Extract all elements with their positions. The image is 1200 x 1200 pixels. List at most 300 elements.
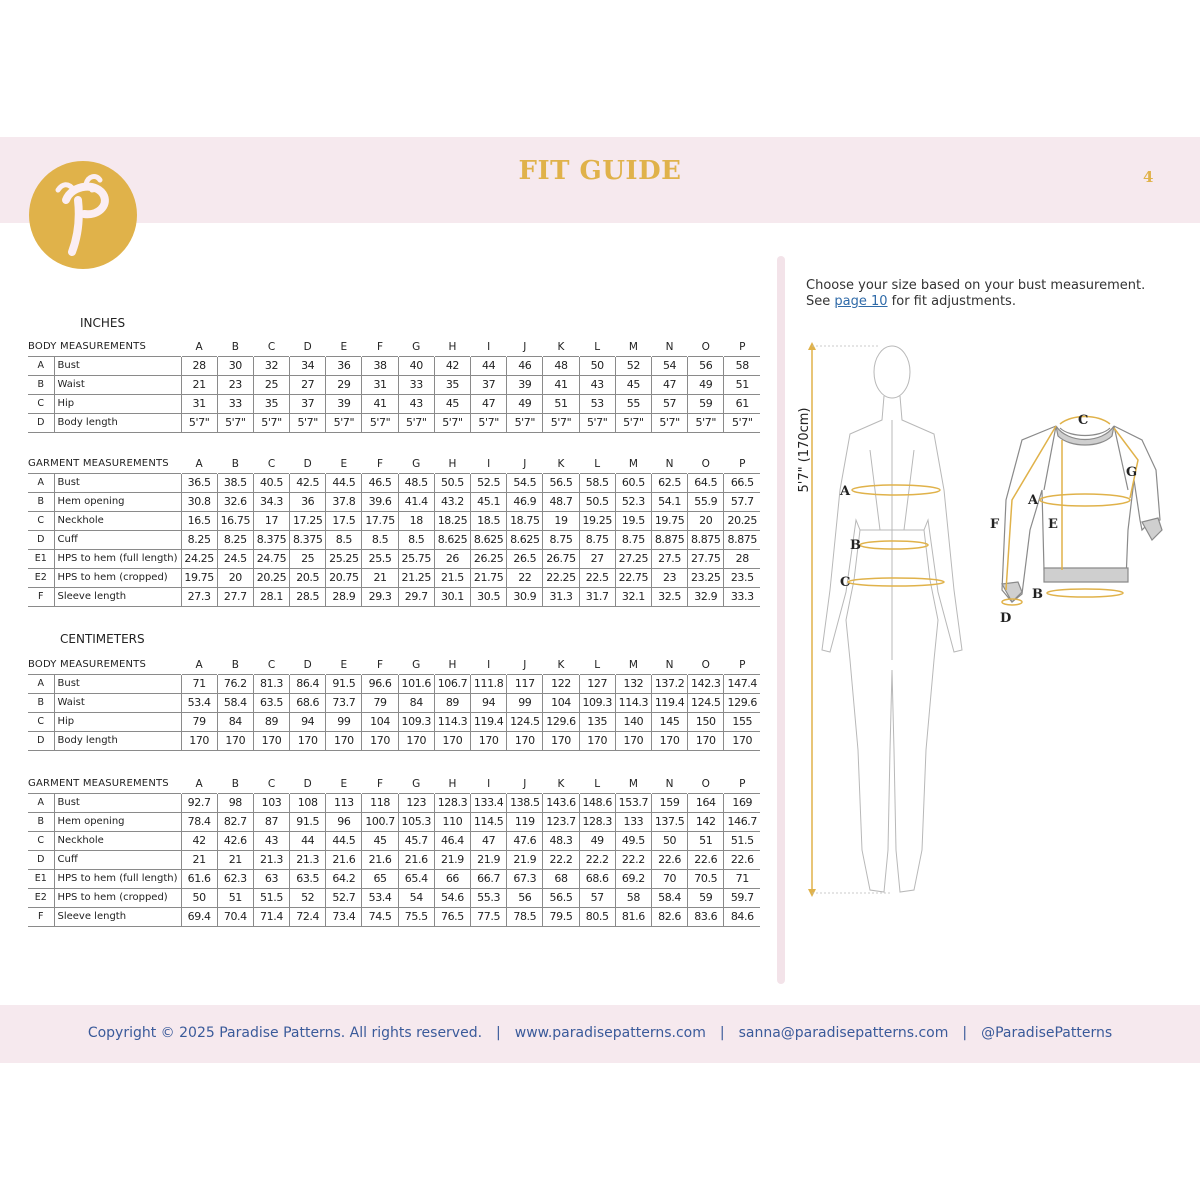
- measure-value: 40.5: [253, 474, 289, 493]
- measure-value: 29.3: [362, 588, 398, 607]
- measure-code: B: [28, 493, 54, 512]
- measure-value: 27: [579, 550, 615, 569]
- measure-code: B: [28, 376, 54, 395]
- measure-value: 47.6: [507, 832, 543, 851]
- measure-value: 127: [579, 675, 615, 694]
- size-header: I: [487, 341, 491, 353]
- measure-value: 5'7": [615, 414, 651, 433]
- measure-value: 42: [434, 357, 470, 376]
- measure-value: 28.9: [326, 588, 362, 607]
- measure-value: 18.5: [471, 512, 507, 531]
- table-title: BODY MEASUREMENTS: [28, 659, 146, 670]
- measure-value: 20: [688, 512, 724, 531]
- measure-value: 51: [217, 889, 253, 908]
- measure-value: 22.6: [651, 851, 687, 870]
- measure-value: 36.5: [181, 474, 217, 493]
- measure-value: 48.5: [398, 474, 434, 493]
- measure-value: 51: [543, 395, 579, 414]
- measure-value: 53.4: [181, 694, 217, 713]
- measure-value: 138.5: [507, 794, 543, 813]
- size-header: J: [523, 659, 527, 671]
- measure-value: 81.3: [253, 675, 289, 694]
- size-header: N: [665, 458, 674, 470]
- measure-value: 170: [471, 732, 507, 751]
- measure-value: 22.2: [579, 851, 615, 870]
- measure-value: 170: [724, 732, 760, 751]
- measure-value: 81.6: [615, 908, 651, 927]
- size-header: M: [628, 659, 638, 671]
- size-header: B: [231, 659, 239, 671]
- footer-separator: |: [719, 1025, 725, 1041]
- measure-value: 70: [651, 870, 687, 889]
- measure-value: 94: [290, 713, 326, 732]
- table-header-row: [28, 455, 760, 474]
- measure-value: 32.5: [651, 588, 687, 607]
- measure-value: 18: [398, 512, 434, 531]
- measure-value: 119.4: [651, 694, 687, 713]
- measure-value: 31: [362, 376, 398, 395]
- measure-value: 128.3: [579, 813, 615, 832]
- measure-value: 63.5: [290, 870, 326, 889]
- measure-code: A: [28, 794, 54, 813]
- section-label-centimeters: CENTIMETERS: [60, 632, 145, 646]
- measure-value: 133: [615, 813, 651, 832]
- measure-value: 54: [651, 357, 687, 376]
- measure-value: 101.6: [398, 675, 434, 694]
- measure-label: Body length: [57, 735, 118, 746]
- measure-value: 57: [579, 889, 615, 908]
- measure-value: 61.6: [181, 870, 217, 889]
- table-row: [28, 675, 760, 694]
- measure-value: 37.8: [326, 493, 362, 512]
- measure-value: 38: [362, 357, 398, 376]
- measure-value: 124.5: [688, 694, 724, 713]
- measure-value: 25.5: [362, 550, 398, 569]
- size-header: B: [231, 458, 239, 470]
- measure-value: 5'7": [688, 414, 724, 433]
- measure-value: 28: [181, 357, 217, 376]
- measure-value: 45: [434, 395, 470, 414]
- measure-value: 105.3: [398, 813, 434, 832]
- garment-label-e: E: [1048, 517, 1058, 532]
- size-header: B: [231, 341, 239, 353]
- measure-value: 43: [579, 376, 615, 395]
- measure-value: 169: [724, 794, 760, 813]
- measure-value: 142.3: [688, 675, 724, 694]
- measure-value: 30.5: [471, 588, 507, 607]
- measure-value: 26: [434, 550, 470, 569]
- footer-email-link[interactable]: sanna@paradisepatterns.com: [738, 1025, 949, 1041]
- measure-value: 44.5: [326, 832, 362, 851]
- measure-value: 60.5: [615, 474, 651, 493]
- measure-value: 63: [253, 870, 289, 889]
- table-row: [28, 851, 760, 870]
- measure-value: 68: [543, 870, 579, 889]
- measure-value: 19.25: [579, 512, 615, 531]
- measure-value: 164: [688, 794, 724, 813]
- measure-value: 79: [362, 694, 398, 713]
- measure-code: A: [28, 357, 54, 376]
- measure-value: 135: [579, 713, 615, 732]
- measure-value: 78.5: [507, 908, 543, 927]
- measure-value: 21.3: [253, 851, 289, 870]
- size-header: C: [267, 458, 276, 470]
- measure-code: C: [28, 713, 54, 732]
- measure-value: 58.5: [579, 474, 615, 493]
- measure-value: 46: [507, 357, 543, 376]
- measure-value: 170: [579, 732, 615, 751]
- measure-value: 52: [290, 889, 326, 908]
- measure-value: 27.7: [217, 588, 253, 607]
- measure-value: 59.7: [724, 889, 760, 908]
- measure-value: 25.75: [398, 550, 434, 569]
- measure-value: 24.25: [181, 550, 217, 569]
- measure-value: 78.4: [181, 813, 217, 832]
- measure-value: 91.5: [326, 675, 362, 694]
- measure-value: 5'7": [217, 414, 253, 433]
- measure-value: 50.5: [579, 493, 615, 512]
- measure-value: 43: [398, 395, 434, 414]
- measure-value: 24.5: [217, 550, 253, 569]
- size-header: I: [487, 659, 491, 671]
- size-header: G: [412, 458, 421, 470]
- measure-code: D: [28, 531, 54, 550]
- measure-value: 26.75: [543, 550, 579, 569]
- measure-value: 37: [290, 395, 326, 414]
- measure-value: 124.5: [507, 713, 543, 732]
- garment-label-f: F: [990, 517, 1000, 532]
- measure-value: 47: [471, 395, 507, 414]
- measure-value: 132: [615, 675, 651, 694]
- measure-value: 109.3: [579, 694, 615, 713]
- footer: [0, 1025, 1200, 1041]
- table-row: [28, 395, 760, 414]
- measure-value: 5'7": [471, 414, 507, 433]
- page-10-link[interactable]: page 10: [834, 294, 888, 309]
- section-label-inches: INCHES: [80, 316, 126, 330]
- measure-value: 35: [253, 395, 289, 414]
- measure-value: 30.9: [507, 588, 543, 607]
- sweater-drawing: [1002, 426, 1162, 602]
- garment-measurements-cm-table: [28, 775, 760, 927]
- measure-value: 170: [688, 732, 724, 751]
- measure-value: 77.5: [471, 908, 507, 927]
- size-header: K: [557, 778, 565, 790]
- measure-value: 50.5: [434, 474, 470, 493]
- table-row: [28, 889, 760, 908]
- measure-value: 21.6: [326, 851, 362, 870]
- measure-value: 17.75: [362, 512, 398, 531]
- measure-value: 29: [326, 376, 362, 395]
- size-header: O: [701, 341, 710, 353]
- garment-label-c: C: [1078, 413, 1089, 428]
- measure-value: 148.6: [579, 794, 615, 813]
- table-row: [28, 376, 760, 395]
- measure-value: 21.9: [471, 851, 507, 870]
- measure-value: 34.3: [253, 493, 289, 512]
- measure-value: 5'7": [253, 414, 289, 433]
- measure-value: 110: [434, 813, 470, 832]
- body-measurements-inches-table: [28, 338, 760, 433]
- measure-label: Hip: [57, 716, 75, 727]
- measure-label: Bust: [57, 360, 80, 371]
- size-header: H: [448, 458, 457, 470]
- measure-value: 147.4: [724, 675, 760, 694]
- measure-value: 5'7": [507, 414, 543, 433]
- measure-value: 65: [362, 870, 398, 889]
- measure-value: 30.8: [181, 493, 217, 512]
- measure-value: 123: [398, 794, 434, 813]
- size-header: K: [557, 458, 565, 470]
- size-header: D: [303, 341, 312, 353]
- measure-value: 8.875: [651, 531, 687, 550]
- measure-value: 21: [181, 851, 217, 870]
- measure-value: 55: [615, 395, 651, 414]
- measure-value: 49: [579, 832, 615, 851]
- measure-value: 62.5: [651, 474, 687, 493]
- measure-value: 45.7: [398, 832, 434, 851]
- fit-illustration: [790, 330, 1190, 980]
- footer-social-link[interactable]: @ParadisePatterns: [981, 1025, 1113, 1041]
- table-title: GARMENT MEASUREMENTS: [28, 458, 169, 469]
- measure-value: 5'7": [434, 414, 470, 433]
- measure-value: 52.7: [326, 889, 362, 908]
- measure-value: 35: [434, 376, 470, 395]
- measure-value: 70.5: [688, 870, 724, 889]
- measure-code: D: [28, 851, 54, 870]
- measure-value: 67.3: [507, 870, 543, 889]
- measure-code: F: [28, 908, 54, 927]
- measure-value: 29.7: [398, 588, 434, 607]
- measure-value: 114.3: [615, 694, 651, 713]
- size-header: O: [701, 778, 710, 790]
- measure-value: 22.6: [688, 851, 724, 870]
- measure-label: Waist: [57, 697, 85, 708]
- measure-code: E2: [28, 569, 54, 588]
- measure-value: 19.75: [181, 569, 217, 588]
- size-header: C: [267, 341, 276, 353]
- size-header: E: [340, 778, 348, 790]
- measure-value: 91.5: [290, 813, 326, 832]
- measure-value: 113: [326, 794, 362, 813]
- measure-value: 170: [398, 732, 434, 751]
- footer-copyright: Copyright © 2025 Paradise Patterns. All rights reserved.: [87, 1025, 483, 1041]
- measure-value: 56: [507, 889, 543, 908]
- measure-value: 56: [688, 357, 724, 376]
- measure-value: 68.6: [579, 870, 615, 889]
- measure-value: 20.25: [253, 569, 289, 588]
- measure-code: E2: [28, 889, 54, 908]
- size-header: G: [412, 659, 421, 671]
- measure-value: 42: [181, 832, 217, 851]
- measure-value: 45: [362, 832, 398, 851]
- measure-value: 28: [724, 550, 760, 569]
- table-row: [28, 588, 760, 607]
- measure-code: C: [28, 832, 54, 851]
- table-row: [28, 531, 760, 550]
- measure-value: 23: [217, 376, 253, 395]
- measure-value: 73.7: [326, 694, 362, 713]
- size-header: I: [487, 778, 491, 790]
- measure-value: 8.5: [326, 531, 362, 550]
- size-header: C: [267, 778, 276, 790]
- measure-value: 8.5: [398, 531, 434, 550]
- measure-value: 22.6: [724, 851, 760, 870]
- measure-value: 8.875: [724, 531, 760, 550]
- measure-value: 33.3: [724, 588, 760, 607]
- measure-code: D: [28, 732, 54, 751]
- measure-value: 8.25: [217, 531, 253, 550]
- measure-value: 21.25: [398, 569, 434, 588]
- measure-value: 143.6: [543, 794, 579, 813]
- table-row: [28, 732, 760, 751]
- measure-value: 32.9: [688, 588, 724, 607]
- size-header: I: [487, 458, 491, 470]
- table-row: [28, 357, 760, 376]
- measure-value: 44: [471, 357, 507, 376]
- measure-value: 18.75: [507, 512, 543, 531]
- size-header: N: [665, 659, 674, 671]
- measure-value: 86.4: [290, 675, 326, 694]
- measure-value: 32.1: [615, 588, 651, 607]
- measure-value: 27: [290, 376, 326, 395]
- measure-value: 39: [507, 376, 543, 395]
- measure-value: 43: [253, 832, 289, 851]
- measure-value: 25: [253, 376, 289, 395]
- measure-value: 37: [471, 376, 507, 395]
- body-label-c: C: [840, 575, 851, 590]
- measure-value: 36: [326, 357, 362, 376]
- measure-value: 146.7: [724, 813, 760, 832]
- measure-value: 48.7: [543, 493, 579, 512]
- size-header: L: [594, 458, 601, 470]
- measure-value: 103: [253, 794, 289, 813]
- measure-value: 40: [398, 357, 434, 376]
- measure-value: 51: [724, 376, 760, 395]
- table-row: [28, 414, 760, 433]
- measure-label: Body length: [57, 417, 118, 428]
- garment-label-a: A: [1028, 493, 1039, 508]
- size-header: A: [195, 341, 203, 353]
- measure-value: 8.5: [362, 531, 398, 550]
- measure-code: A: [28, 675, 54, 694]
- measure-value: 51.5: [253, 889, 289, 908]
- measure-label: HPS to hem (full length): [57, 553, 178, 564]
- measure-value: 58.4: [651, 889, 687, 908]
- measure-value: 22.5: [579, 569, 615, 588]
- measure-value: 21.5: [434, 569, 470, 588]
- measure-value: 170: [543, 732, 579, 751]
- body-label-a: A: [840, 484, 851, 499]
- measure-value: 58: [615, 889, 651, 908]
- measure-label: HPS to hem (cropped): [57, 572, 168, 583]
- page-title: FIT GUIDE: [518, 156, 682, 186]
- measure-label: Sleeve length: [57, 591, 127, 602]
- measure-value: 44.5: [326, 474, 362, 493]
- table-row: [28, 493, 760, 512]
- measure-value: 129.6: [543, 713, 579, 732]
- size-header: N: [665, 778, 674, 790]
- measure-value: 51: [688, 832, 724, 851]
- measure-value: 46.4: [434, 832, 470, 851]
- measure-value: 27.5: [651, 550, 687, 569]
- measure-label: Bust: [57, 477, 80, 488]
- measure-value: 69.4: [181, 908, 217, 927]
- measure-value: 145: [651, 713, 687, 732]
- size-header: L: [594, 659, 601, 671]
- measure-code: F: [28, 588, 54, 607]
- measure-value: 47: [651, 376, 687, 395]
- size-header: E: [340, 659, 348, 671]
- footer-website-link[interactable]: www.paradisepatterns.com: [514, 1025, 706, 1041]
- measure-value: 128.3: [434, 794, 470, 813]
- measure-value: 55.3: [471, 889, 507, 908]
- measure-value: 150: [688, 713, 724, 732]
- measure-value: 71.4: [253, 908, 289, 927]
- measure-value: 170: [615, 732, 651, 751]
- measure-value: 31.3: [543, 588, 579, 607]
- instruction-suffix: for fit adjustments.: [887, 294, 1016, 309]
- measure-value: 17.25: [290, 512, 326, 531]
- size-header: O: [701, 659, 710, 671]
- size-header: P: [739, 341, 746, 353]
- measure-value: 5'7": [724, 414, 760, 433]
- measure-value: 58.4: [217, 694, 253, 713]
- measure-value: 20: [217, 569, 253, 588]
- measure-value: 21: [181, 376, 217, 395]
- size-header: D: [303, 458, 312, 470]
- size-header: J: [523, 341, 527, 353]
- measure-value: 24.75: [253, 550, 289, 569]
- measure-value: 61: [724, 395, 760, 414]
- measure-value: 94: [471, 694, 507, 713]
- measure-value: 56.5: [543, 474, 579, 493]
- measure-value: 19: [543, 512, 579, 531]
- size-header: G: [412, 778, 421, 790]
- measure-value: 27.3: [181, 588, 217, 607]
- measure-value: 59: [688, 889, 724, 908]
- measure-value: 74.5: [362, 908, 398, 927]
- body-measure-lines: [848, 485, 944, 586]
- measure-value: 92.7: [181, 794, 217, 813]
- measure-value: 170: [651, 732, 687, 751]
- size-header: O: [701, 458, 710, 470]
- measure-value: 96.6: [362, 675, 398, 694]
- measure-value: 89: [434, 694, 470, 713]
- size-header: M: [628, 458, 638, 470]
- measure-value: 84: [398, 694, 434, 713]
- measure-value: 52.5: [471, 474, 507, 493]
- size-header: F: [377, 458, 384, 470]
- measure-value: 153.7: [615, 794, 651, 813]
- size-header: F: [377, 341, 384, 353]
- measure-value: 21.6: [362, 851, 398, 870]
- measure-value: 155: [724, 713, 760, 732]
- measure-value: 8.625: [471, 531, 507, 550]
- measure-value: 17: [253, 512, 289, 531]
- measure-value: 23.25: [688, 569, 724, 588]
- size-header: A: [195, 659, 203, 671]
- measure-value: 44: [290, 832, 326, 851]
- size-header: F: [377, 778, 384, 790]
- measure-value: 30: [217, 357, 253, 376]
- measure-value: 22.25: [543, 569, 579, 588]
- garment-label-g: G: [1126, 465, 1138, 480]
- measure-value: 57: [651, 395, 687, 414]
- measure-value: 111.8: [471, 675, 507, 694]
- measure-code: C: [28, 395, 54, 414]
- measure-value: 133.4: [471, 794, 507, 813]
